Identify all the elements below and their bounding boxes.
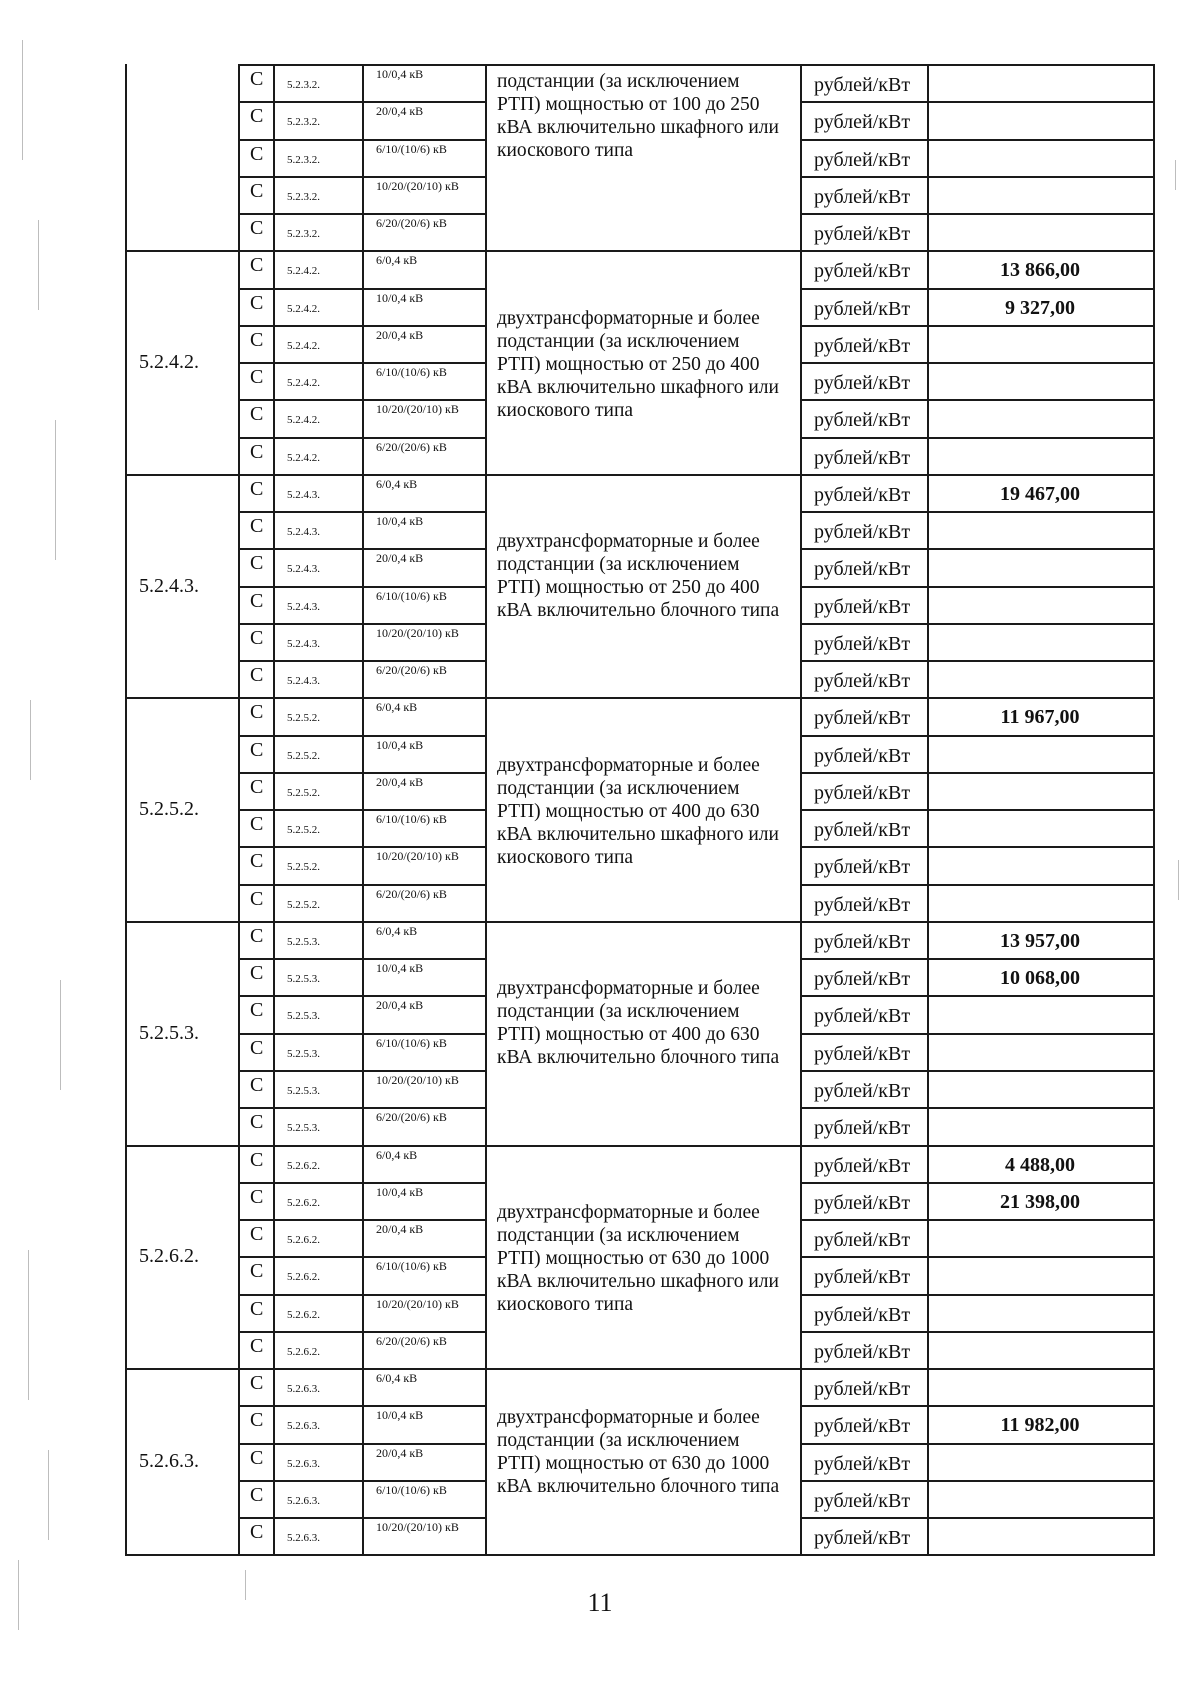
sub-code: 5.2.5.2. [287,861,320,873]
sub-code: 5.2.5.2. [287,787,320,799]
group-description: двухтрансформаторные и более подстанции (за исключением РТП) мощностью от 400 до 630 кВА включительно шкафного или киоскового типа [497,755,779,868]
scan-speck [1175,160,1176,190]
category-letter: С [250,143,264,165]
sub-code: 5.2.5.2. [287,712,320,724]
row-separator [238,1331,487,1333]
voltage-class: 6/20/(20/6) кВ [376,1110,447,1124]
unit-label: рублей/кВт [814,856,911,878]
tariff-value: 4 488,00 [1005,1154,1075,1176]
tariff-value: 13 866,00 [1000,259,1080,281]
sub-code: 5.2.5.2. [287,899,320,911]
unit-label: рублей/кВт [814,1155,911,1177]
voltage-class: 10/0,4 кВ [376,67,424,81]
scan-speck [55,420,56,560]
unit-label: рублей/кВт [814,1192,911,1214]
unit-label: рублей/кВт [814,1341,911,1363]
sub-code: 5.2.5.3. [287,973,320,985]
voltage-class: 10/20/(20/10) кВ [376,626,459,640]
row-separator [238,623,487,625]
sub-code: 5.2.6.2. [287,1197,320,1209]
unit-label: рублей/кВт [814,1378,911,1400]
row-separator [238,1070,487,1072]
category-letter: С [250,1298,264,1320]
group-description: двухтрансформаторные и более подстанции (за исключением РТП) мощностью от 250 до 400 кВА включительно шкафного или киоскового типа [497,308,779,421]
voltage-class: 10/0,4 кВ [376,514,424,528]
row-separator [238,362,487,364]
row-separator [800,1517,1155,1519]
category-letter: С [250,590,264,612]
sub-code: 5.2.6.2. [287,1271,320,1283]
sub-code: 5.2.4.3. [287,526,320,538]
row-separator [238,995,487,997]
voltage-class: 10/0,4 кВ [376,1408,424,1422]
sub-code: 5.2.3.2. [287,228,320,240]
group-code: 5.2.4.3. [139,575,199,597]
tariff-value: 21 398,00 [1000,1191,1080,1213]
voltage-class: 10/0,4 кВ [376,738,424,752]
category-letter: С [250,217,264,239]
group-separator [125,250,1155,252]
category-letter: С [250,1111,264,1133]
category-letter: С [250,1372,264,1394]
page-number: 11 [587,1588,613,1617]
unit-label: рублей/кВт [814,186,911,208]
row-separator [800,1331,1155,1333]
row-separator [800,213,1155,215]
category-letter: С [250,329,264,351]
row-separator [800,809,1155,811]
voltage-class: 6/0,4 кВ [376,253,418,267]
unit-label: рублей/кВт [814,260,911,282]
row-separator [238,735,487,737]
row-separator [238,772,487,774]
row-separator [238,325,487,327]
category-letter: С [250,664,264,686]
group-separator [125,697,1155,699]
group-separator [125,1368,1155,1370]
sub-code: 5.2.4.2. [287,452,320,464]
row-separator [238,1107,487,1109]
voltage-class: 20/0,4 кВ [376,998,424,1012]
category-letter: С [250,1186,264,1208]
row-separator [238,213,487,215]
group-separator [125,474,1155,476]
row-separator [238,1294,487,1296]
unit-label: рублей/кВт [814,633,911,655]
category-letter: С [250,292,264,314]
category-letter: С [250,68,264,90]
voltage-class: 6/20/(20/6) кВ [376,440,447,454]
row-separator [238,1405,487,1407]
category-letter: С [250,366,264,388]
row-separator [238,1443,487,1445]
category-letter: С [250,1223,264,1245]
row-separator [800,772,1155,774]
unit-label: рублей/кВт [814,1304,911,1326]
row-separator [238,586,487,588]
voltage-class: 6/10/(10/6) кВ [376,142,447,156]
voltage-class: 6/10/(10/6) кВ [376,1259,447,1273]
sub-code: 5.2.6.3. [287,1458,320,1470]
category-letter: С [250,1447,264,1469]
row-separator [800,139,1155,141]
voltage-class: 20/0,4 кВ [376,1222,424,1236]
row-separator [238,1480,487,1482]
tariff-value: 19 467,00 [1000,483,1080,505]
sub-code: 5.2.4.3. [287,675,320,687]
sub-code: 5.2.4.2. [287,340,320,352]
scan-speck [22,40,23,160]
row-separator [800,1256,1155,1258]
unit-label: рублей/кВт [814,1453,911,1475]
unit-label: рублей/кВт [814,931,911,953]
sub-code: 5.2.4.3. [287,563,320,575]
category-letter: С [250,850,264,872]
unit-label: рублей/кВт [814,745,911,767]
unit-label: рублей/кВт [814,484,911,506]
row-separator [800,846,1155,848]
voltage-class: 10/0,4 кВ [376,961,424,975]
voltage-class: 10/20/(20/10) кВ [376,1297,459,1311]
row-separator [238,1219,487,1221]
category-letter: С [250,1260,264,1282]
group-description: подстанции (за исключением РТП) мощностью от 100 до 250 кВА включительно шкафного или киоскового типа [497,71,779,161]
scan-speck [60,980,61,1090]
tariff-value: 13 957,00 [1000,930,1080,952]
table-left-border [125,64,127,1556]
sub-code: 5.2.3.2. [287,79,320,91]
voltage-class: 10/20/(20/10) кВ [376,402,459,416]
category-letter: С [250,1521,264,1543]
voltage-class: 20/0,4 кВ [376,775,424,789]
category-letter: С [250,515,264,537]
row-separator [238,176,487,178]
sub-code: 5.2.4.3. [287,601,320,613]
row-separator [238,660,487,662]
row-separator [238,101,487,103]
row-separator [800,1033,1155,1035]
row-separator [800,1480,1155,1482]
sub-code: 5.2.5.3. [287,1010,320,1022]
category-letter: С [250,1335,264,1357]
row-separator [800,623,1155,625]
sub-code: 5.2.6.3. [287,1532,320,1544]
unit-label: рублей/кВт [814,521,911,543]
row-separator [800,1182,1155,1184]
group-code: 5.2.6.2. [139,1245,199,1267]
row-separator [800,1070,1155,1072]
category-letter: С [250,105,264,127]
row-separator [238,399,487,401]
category-letter: С [250,925,264,947]
sub-code: 5.2.4.2. [287,414,320,426]
scan-speck [38,220,39,310]
unit-label: рублей/кВт [814,1266,911,1288]
sub-code: 5.2.5.3. [287,936,320,948]
row-separator [800,325,1155,327]
category-letter: С [250,776,264,798]
sub-code: 5.2.5.3. [287,1085,320,1097]
row-separator [238,437,487,439]
sub-code: 5.2.4.3. [287,489,320,501]
scan-speck [18,1560,19,1630]
sub-code: 5.2.3.2. [287,154,320,166]
row-separator [238,548,487,550]
voltage-class: 20/0,4 кВ [376,1446,424,1460]
unit-label: рублей/кВт [814,447,911,469]
voltage-class: 10/20/(20/10) кВ [376,179,459,193]
category-letter: С [250,441,264,463]
group-separator [125,921,1155,923]
unit-label: рублей/кВт [814,558,911,580]
unit-label: рублей/кВт [814,1005,911,1027]
row-separator [238,288,487,290]
voltage-class: 6/10/(10/6) кВ [376,812,447,826]
voltage-class: 10/20/(20/10) кВ [376,849,459,863]
unit-label: рублей/кВт [814,1527,911,1549]
row-separator [800,958,1155,960]
sub-code: 5.2.4.3. [287,638,320,650]
voltage-class: 10/0,4 кВ [376,291,424,305]
category-letter: С [250,1149,264,1171]
row-separator [800,288,1155,290]
sub-code: 5.2.6.3. [287,1495,320,1507]
row-separator [238,1517,487,1519]
voltage-class: 6/20/(20/6) кВ [376,1334,447,1348]
sub-code: 5.2.4.2. [287,303,320,315]
sub-code: 5.2.6.2. [287,1346,320,1358]
unit-label: рублей/кВт [814,1117,911,1139]
row-separator [800,586,1155,588]
sub-code: 5.2.3.2. [287,191,320,203]
scan-speck [30,700,31,780]
row-separator [238,846,487,848]
group-description: двухтрансформаторные и более подстанции (за исключением РТП) мощностью от 630 до 1000 кВА включительно шкафного или киоскового типа [497,1202,779,1315]
voltage-class: 10/20/(20/10) кВ [376,1520,459,1534]
category-letter: С [250,627,264,649]
row-separator [238,809,487,811]
category-letter: С [250,888,264,910]
scan-speck [245,1570,246,1600]
row-separator [800,1405,1155,1407]
voltage-class: 6/10/(10/6) кВ [376,1036,447,1050]
row-separator [800,884,1155,886]
row-separator [238,1256,487,1258]
sub-code: 5.2.6.2. [287,1309,320,1321]
scan-speck [48,1450,49,1540]
row-separator [800,1107,1155,1109]
unit-label: рублей/кВт [814,372,911,394]
row-separator [800,660,1155,662]
voltage-class: 6/0,4 кВ [376,477,418,491]
category-letter: С [250,1409,264,1431]
row-separator [238,511,487,513]
unit-label: рублей/кВт [814,596,911,618]
unit-label: рублей/кВт [814,1490,911,1512]
category-letter: С [250,813,264,835]
sub-code: 5.2.3.2. [287,116,320,128]
group-code: 5.2.5.3. [139,1022,199,1044]
voltage-class: 6/20/(20/6) кВ [376,887,447,901]
sub-code: 5.2.4.2. [287,265,320,277]
scan-speck [1178,860,1179,900]
category-letter: С [250,701,264,723]
unit-label: рублей/кВт [814,707,911,729]
unit-label: рублей/кВт [814,335,911,357]
voltage-class: 6/0,4 кВ [376,1371,418,1385]
category-letter: С [250,962,264,984]
table-bottom-border [125,1554,1155,1556]
tariff-value: 9 327,00 [1005,297,1075,319]
unit-label: рублей/кВт [814,1229,911,1251]
row-separator [238,1182,487,1184]
unit-label: рублей/кВт [814,1043,911,1065]
unit-label: рублей/кВт [814,149,911,171]
sub-code: 5.2.6.2. [287,1160,320,1172]
row-separator [800,362,1155,364]
category-letter: С [250,999,264,1021]
row-separator [238,1033,487,1035]
voltage-class: 6/0,4 кВ [376,1148,418,1162]
sub-code: 5.2.5.3. [287,1122,320,1134]
unit-label: рублей/кВт [814,670,911,692]
group-description: двухтрансформаторные и более подстанции (за исключением РТП) мощностью от 400 до 630 кВА включительно блочного типа [497,978,780,1068]
voltage-class: 20/0,4 кВ [376,104,424,118]
category-letter: С [250,403,264,425]
row-separator [800,1443,1155,1445]
unit-label: рублей/кВт [814,409,911,431]
row-separator [238,884,487,886]
row-separator [238,958,487,960]
category-letter: С [250,739,264,761]
voltage-class: 6/0,4 кВ [376,700,418,714]
voltage-class: 6/20/(20/6) кВ [376,216,447,230]
group-code: 5.2.6.3. [139,1450,199,1472]
row-separator [800,176,1155,178]
group-description: двухтрансформаторные и более подстанции (за исключением РТП) мощностью от 630 до 1000 кВА включительно блочного типа [497,1407,780,1497]
category-letter: С [250,1484,264,1506]
sub-code: 5.2.6.3. [287,1383,320,1395]
row-separator [800,511,1155,513]
unit-label: рублей/кВт [814,1415,911,1437]
sub-code: 5.2.5.3. [287,1048,320,1060]
voltage-class: 6/0,4 кВ [376,924,418,938]
row-separator [800,548,1155,550]
row-separator [800,399,1155,401]
tariff-value: 10 068,00 [1000,967,1080,989]
sub-code: 5.2.6.2. [287,1234,320,1246]
unit-label: рублей/кВт [814,74,911,96]
row-separator [800,437,1155,439]
unit-label: рублей/кВт [814,111,911,133]
group-code: 5.2.5.2. [139,798,199,820]
tariff-value: 11 967,00 [1000,706,1080,728]
row-separator [800,735,1155,737]
voltage-class: 6/10/(10/6) кВ [376,365,447,379]
sub-code: 5.2.4.2. [287,377,320,389]
unit-label: рублей/кВт [814,223,911,245]
voltage-class: 20/0,4 кВ [376,328,424,342]
row-separator [238,139,487,141]
unit-label: рублей/кВт [814,1080,911,1102]
scan-speck [28,1250,29,1400]
group-separator [125,1145,1155,1147]
group-description: двухтрансформаторные и более подстанции (за исключением РТП) мощностью от 250 до 400 кВА включительно блочного типа [497,531,780,621]
unit-label: рублей/кВт [814,782,911,804]
tariff-value: 11 982,00 [1000,1414,1080,1436]
row-separator [800,1219,1155,1221]
sub-code: 5.2.5.2. [287,750,320,762]
category-letter: С [250,1037,264,1059]
category-letter: С [250,552,264,574]
voltage-class: 20/0,4 кВ [376,551,424,565]
category-letter: С [250,254,264,276]
category-letter: С [250,478,264,500]
sub-code: 5.2.6.3. [287,1420,320,1432]
row-separator [800,101,1155,103]
voltage-class: 6/10/(10/6) кВ [376,589,447,603]
unit-label: рублей/кВт [814,819,911,841]
category-letter: С [250,180,264,202]
voltage-class: 6/20/(20/6) кВ [376,663,447,677]
unit-label: рублей/кВт [814,298,911,320]
unit-label: рублей/кВт [814,894,911,916]
group-code: 5.2.4.2. [139,351,199,373]
voltage-class: 10/20/(20/10) кВ [376,1073,459,1087]
unit-label: рублей/кВт [814,968,911,990]
voltage-class: 6/10/(10/6) кВ [376,1483,447,1497]
voltage-class: 10/0,4 кВ [376,1185,424,1199]
sub-code: 5.2.5.2. [287,824,320,836]
category-letter: С [250,1074,264,1096]
row-separator [800,1294,1155,1296]
table-top-border [238,64,1155,66]
row-separator [800,995,1155,997]
